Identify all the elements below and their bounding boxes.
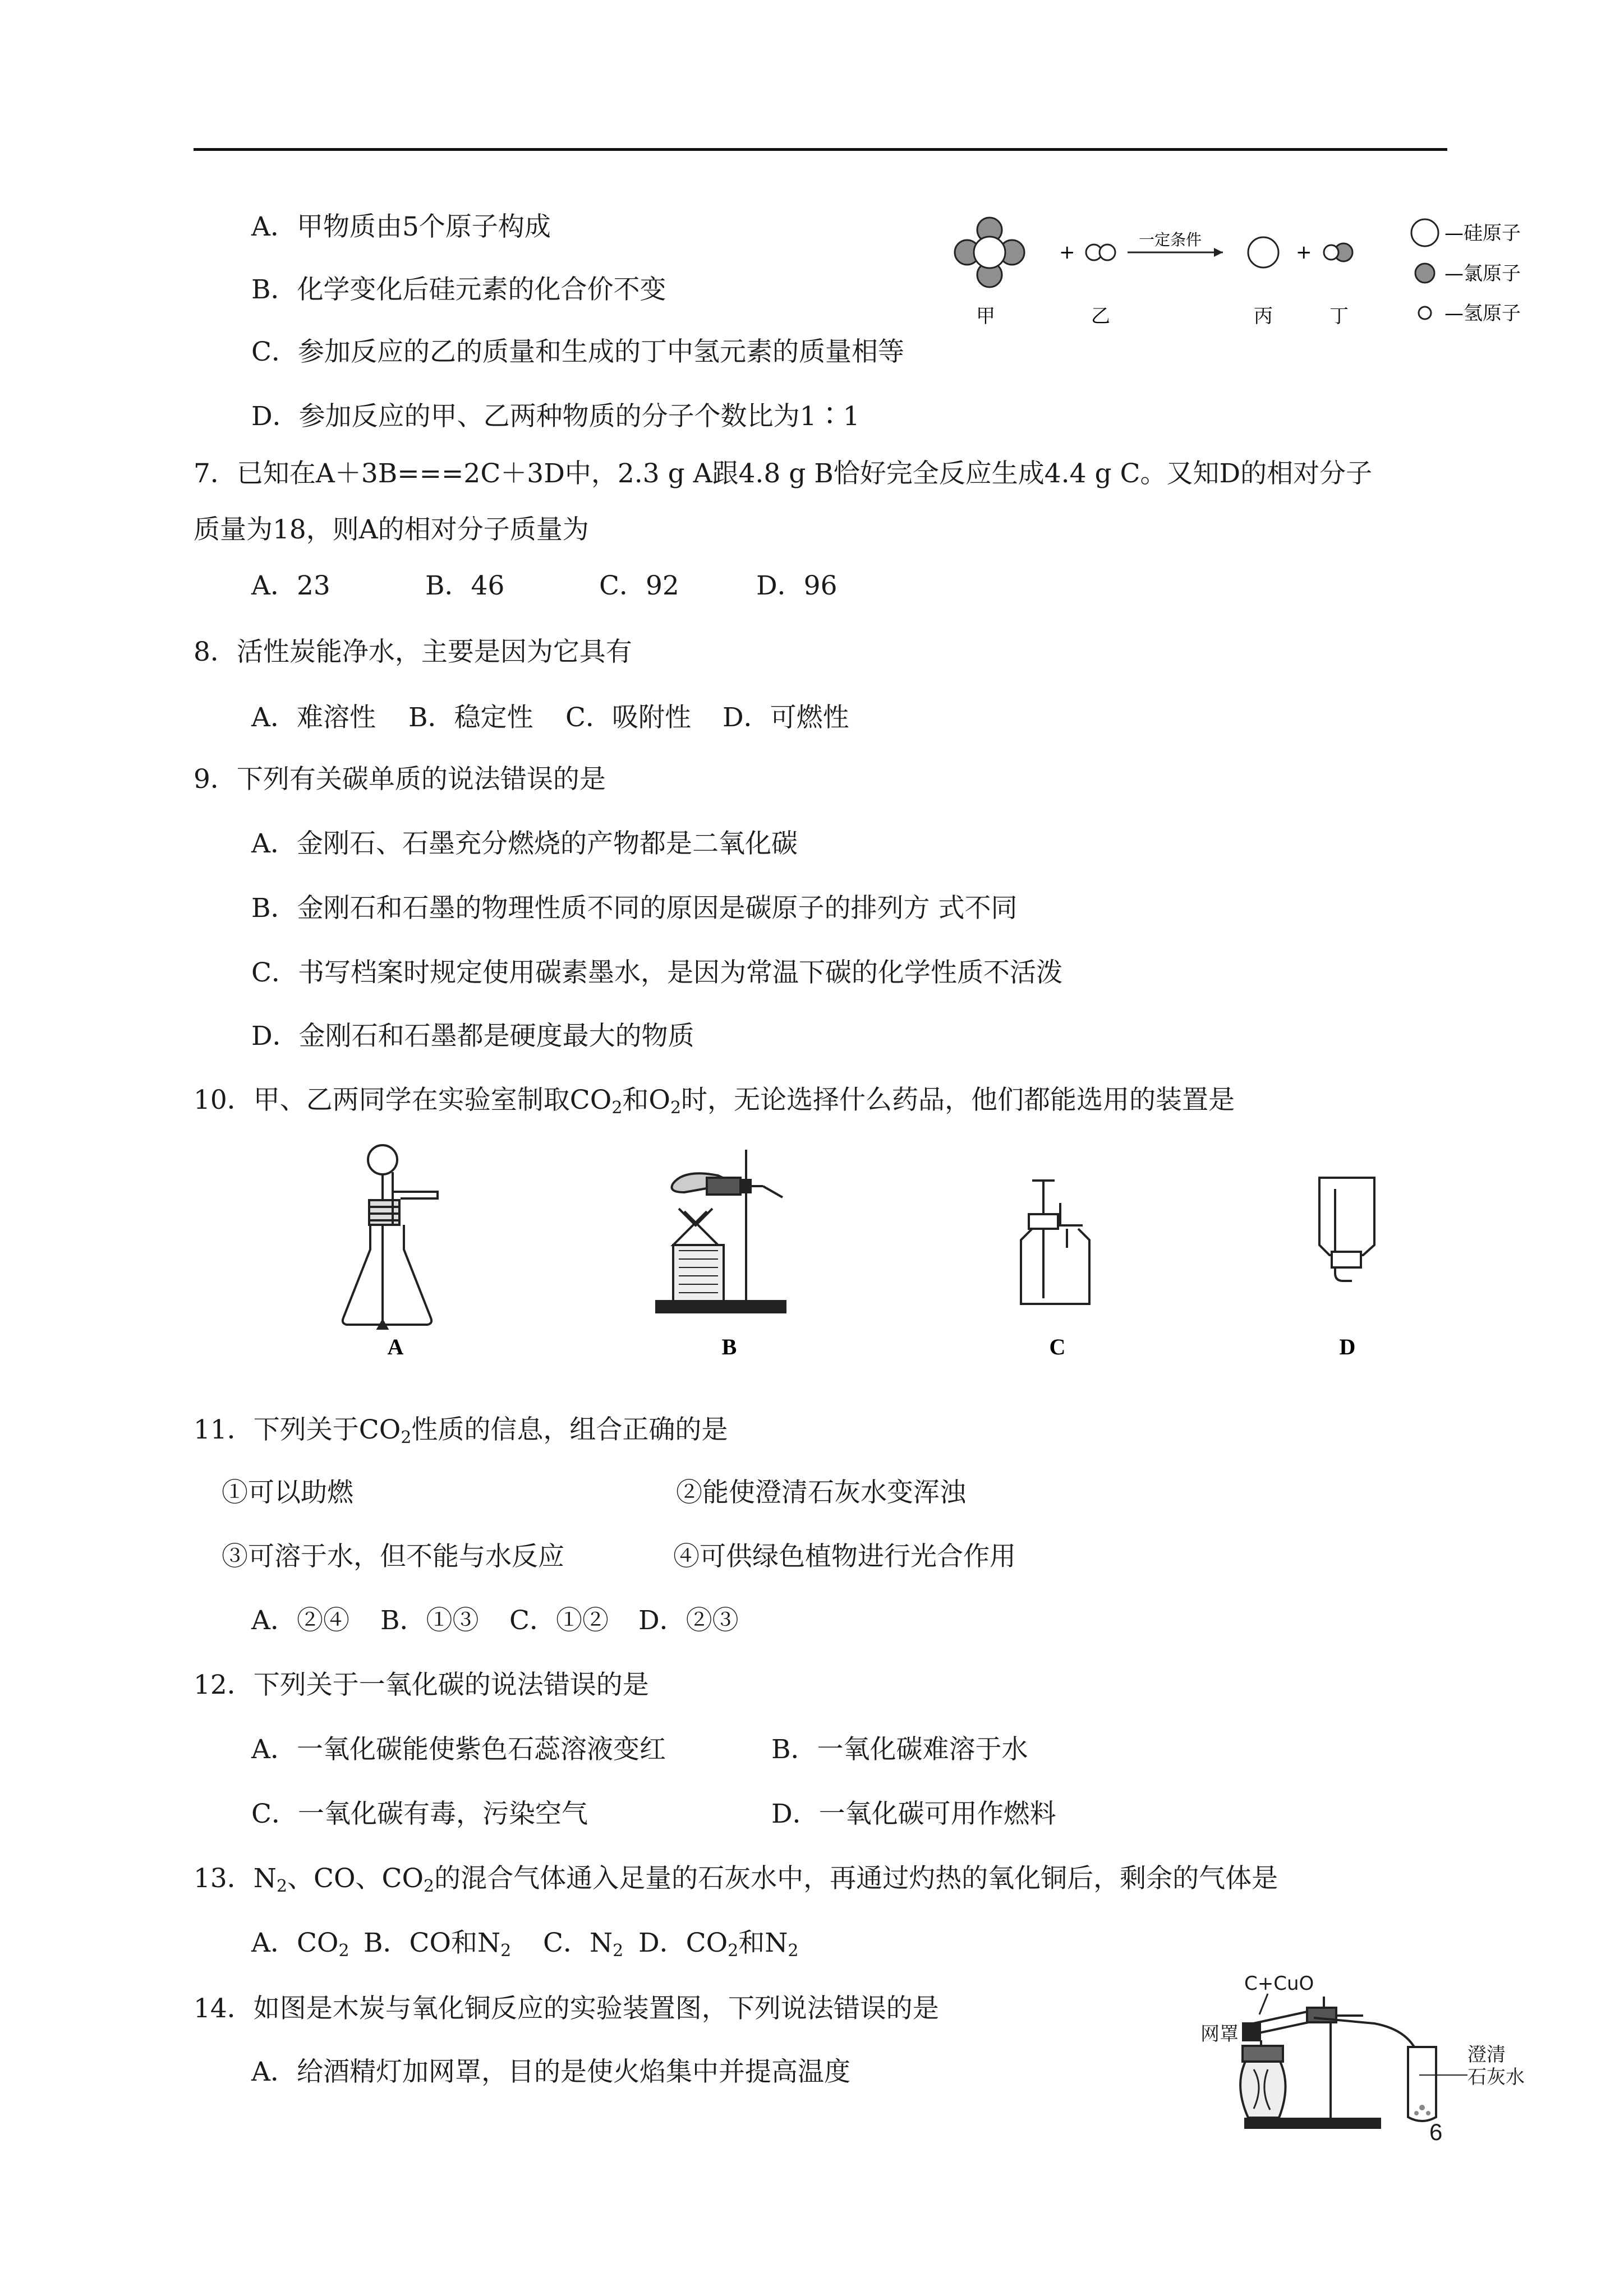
page-number: 6 xyxy=(1429,2119,1443,2145)
q13-option-a xyxy=(251,1926,364,1960)
apparatus-label-a: A xyxy=(387,1334,404,1359)
q13-option-b-text: B．CO和N xyxy=(364,1928,501,1958)
legend-silicon-label: —硅原子 xyxy=(1444,222,1521,245)
q14-stem: 14．如图是木炭与氧化铜反应的实验装置图，下列说法错误的是 xyxy=(194,1993,939,2024)
q6-option-b: B．化学变化后硅元素的化合价不变 xyxy=(251,274,666,305)
q8-option-c: C．吸附性 xyxy=(565,702,691,733)
q13-option-b-sub: 2 xyxy=(500,1941,512,1961)
q13-option-c-text: C．N xyxy=(543,1928,613,1958)
q13-option-c-sub: 2 xyxy=(613,1941,624,1961)
plus-sign-1: + xyxy=(1059,241,1075,264)
q12-option-b: B．一氧化碳难溶于水 xyxy=(771,1734,1028,1765)
label-c-cuo: C+CuO xyxy=(1244,1972,1314,1995)
q11-stem-part1: 11．下列关于CO xyxy=(194,1414,401,1445)
q6-option-a: A．甲物质由5个原子构成 xyxy=(251,211,551,242)
label-limewater: 石灰水 xyxy=(1467,2066,1525,2088)
q13-option-d-sub2: 2 xyxy=(788,1941,799,1961)
q13-option-a-text: A．CO xyxy=(251,1928,339,1958)
q13-option-d-mid: 和N xyxy=(738,1928,788,1958)
q12-option-a: A．一氧化碳能使紫色石蕊溶液变红 xyxy=(251,1734,666,1765)
q7-stem-line2: 质量为18，则A的相对分子质量为 xyxy=(194,514,589,545)
q13-option-c xyxy=(543,1926,638,1960)
q8-option-b: B．稳定性 xyxy=(408,702,533,733)
q12-option-c: C．一氧化碳有毒，污染空气 xyxy=(251,1799,588,1829)
q14-option-a: A．给酒精灯加网罩，目的是使火焰集中并提高温度 xyxy=(251,2057,850,2087)
q7-option-a: A．23 xyxy=(251,570,330,601)
label-clear: 澄清 xyxy=(1467,2044,1506,2066)
q13-option-b xyxy=(364,1926,543,1960)
q13-stem xyxy=(194,1862,1278,1896)
q10-stem-part1: 10．甲、乙两同学在实验室制取CO xyxy=(194,1085,612,1115)
q11-stem xyxy=(194,1413,728,1447)
q11-item-4: ④可供绿色植物进行光合作用 xyxy=(673,1541,1016,1572)
q6-option-c: C．参加反应的乙的质量和生成的丁中氢元素的质量相等 xyxy=(251,336,904,367)
q11-option-d: D．②③ xyxy=(638,1605,739,1636)
q10-stem-part3: 时，无论选择什么药品，他们都能选用的装置是 xyxy=(681,1085,1235,1115)
q7-option-b: B．46 xyxy=(425,570,505,601)
q9-option-d: D．金刚石和石墨都是硬度最大的物质 xyxy=(251,1021,694,1052)
q11-sub: 2 xyxy=(401,1428,412,1447)
q8-stem: 8．活性炭能净水，主要是因为它具有 xyxy=(194,637,632,667)
q14-apparatus-figure xyxy=(1195,1968,1559,2137)
label-wire-mesh: 网罩 xyxy=(1200,2023,1239,2045)
q12-stem: 12．下列关于一氧化碳的说法错误的是 xyxy=(194,1670,649,1700)
q13-stem-part2: 、CO、CO xyxy=(287,1863,424,1894)
q13-sub1: 2 xyxy=(276,1877,288,1896)
q11-options xyxy=(251,1604,739,1638)
q9-option-c: C．书写档案时规定使用碳素墨水，是因为常温下碳的化学性质不活泼 xyxy=(251,957,1062,988)
apparatus-label-c: C xyxy=(1049,1334,1066,1359)
q13-option-a-sub: 2 xyxy=(338,1941,349,1961)
q13-option-d-sub1: 2 xyxy=(728,1941,739,1961)
q13-option-d xyxy=(638,1926,799,1960)
q10-stem-part2: 和O xyxy=(622,1085,670,1115)
q10-sub1: 2 xyxy=(611,1098,623,1118)
q7-option-c: C．92 xyxy=(599,570,679,601)
q10-sub2: 2 xyxy=(670,1098,682,1118)
q11-option-a: A．②④ xyxy=(251,1605,349,1636)
q13-option-d-text: D．CO xyxy=(638,1928,728,1958)
apparatus-label-d: D xyxy=(1339,1334,1356,1359)
q13-stem-part1: 13．N xyxy=(194,1863,277,1894)
q11-item-3: ③可溶于水，但不能与水反应 xyxy=(222,1541,564,1572)
apparatus-label-b: B xyxy=(721,1334,737,1359)
q9-option-b: B．金刚石和石墨的物理性质不同的原因是碳原子的排列方 式不同 xyxy=(251,893,1018,924)
q9-option-a: A．金刚石、石墨充分燃烧的产物都是二氧化碳 xyxy=(251,828,798,859)
q7-option-d: D．96 xyxy=(756,570,838,601)
q6-option-d: D．参加反应的甲、乙两种物质的分子个数比为1∶1 xyxy=(251,401,860,432)
q13-sub2: 2 xyxy=(424,1877,435,1896)
q8-option-a: A．难溶性 xyxy=(251,702,376,733)
q12-option-d: D．一氧化碳可用作燃料 xyxy=(771,1799,1056,1829)
label-bing: 丙 xyxy=(1254,305,1273,328)
q11-item-2: ②能使澄清石灰水变浑浊 xyxy=(676,1477,966,1508)
q11-option-b: B．①③ xyxy=(380,1605,479,1636)
label-ding: 丁 xyxy=(1329,305,1349,328)
q9-stem: 9．下列有关碳单质的说法错误的是 xyxy=(194,764,606,795)
q13-options xyxy=(251,1926,799,1960)
label-yi: 乙 xyxy=(1091,305,1110,328)
label-jia: 甲 xyxy=(976,305,995,328)
q13-stem-part3: 的混合气体通入足量的石灰水中，再通过灼热的氧化铜后，剩余的气体是 xyxy=(434,1863,1278,1894)
q11-option-c: C．①② xyxy=(509,1605,609,1636)
legend-chlorine-label: —氯原子 xyxy=(1444,262,1521,285)
q11-stem-part2: 性质的信息，组合正确的是 xyxy=(411,1414,728,1445)
legend-hydrogen-label: —氢原子 xyxy=(1444,302,1521,325)
reaction-condition: 一定条件 xyxy=(1139,230,1202,249)
plus-sign-2: + xyxy=(1296,241,1312,264)
q8-option-d: D．可燃性 xyxy=(723,702,849,733)
q7-stem-line1: 7．已知在A＋3B===2C＋3D中，2.3 g A跟4.8 g B恰好完全反应生成4.4 g C。又知D的相对分子 xyxy=(194,458,1373,489)
q11-item-1: ①可以助燃 xyxy=(222,1477,353,1508)
